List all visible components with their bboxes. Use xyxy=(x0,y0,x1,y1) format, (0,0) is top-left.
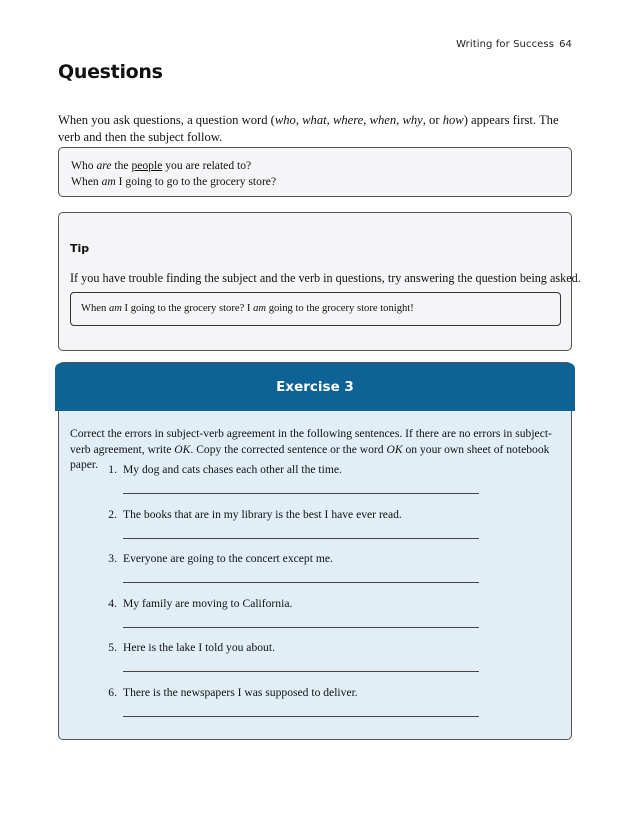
answer-line[interactable] xyxy=(123,582,479,583)
answer-line[interactable] xyxy=(123,493,479,494)
item-number: 3. xyxy=(108,552,117,566)
item-sentence: My dog and cats chases each other all the time. xyxy=(123,463,342,476)
exercise-item xyxy=(59,597,573,642)
exercise-item xyxy=(59,686,573,731)
item-sentence: The books that are in my library is the best I have ever read. xyxy=(123,507,402,521)
running-header xyxy=(456,39,572,50)
exercise-item xyxy=(59,552,573,597)
item-number: 5. xyxy=(108,641,117,655)
answer-line[interactable] xyxy=(123,627,479,628)
exercise-box xyxy=(58,362,572,740)
exercise-title: Exercise 3 xyxy=(55,363,575,411)
item-sentence: Everyone are going to the concert except me. xyxy=(123,552,333,566)
item-number: 6. xyxy=(108,685,117,699)
item-number: 4. xyxy=(108,596,117,610)
tip-example-box: When am I going to the grocery store? I am going to the grocery store tonight! xyxy=(70,292,561,326)
tip-title: Tip xyxy=(70,242,90,255)
page-number: 64 xyxy=(559,39,572,50)
exercise-instructions: Correct the errors in subject-verb agreement in the following sentences. If there are no errors in subject-verb agreement, write OK. Copy the corrected sentence or the word OK on your own sheet of notebook paper. xyxy=(70,427,552,471)
answer-line[interactable] xyxy=(123,671,479,672)
page-title: Questions xyxy=(58,61,163,83)
answer-line[interactable] xyxy=(123,538,479,539)
answer-line[interactable] xyxy=(123,716,479,717)
exercise-item xyxy=(59,463,573,508)
item-sentence: My family are moving to California. xyxy=(123,596,293,610)
exercise-item xyxy=(59,641,573,686)
item-sentence: There is the newspapers I was supposed to deliver. xyxy=(123,685,358,699)
item-number: 1. xyxy=(108,463,117,476)
example-box xyxy=(58,147,572,197)
example-line-2: When am I going to go to the grocery store? xyxy=(71,175,277,188)
example-line-1: Who are the people you are related to? xyxy=(71,159,252,172)
item-sentence: Here is the lake I told you about. xyxy=(123,641,275,655)
intro-paragraph: When you ask questions, a question word (who, what, where, when, why, or how) appears first. The verb and then the subject follow. xyxy=(58,113,559,144)
book-title: Writing for Success xyxy=(456,39,555,50)
exercise-item xyxy=(59,508,573,553)
item-number: 2. xyxy=(108,507,117,521)
tip-box xyxy=(58,212,581,351)
exercise-list xyxy=(59,463,573,731)
tip-text: If you have trouble finding the subject and the verb in questions, try answering the question being asked. xyxy=(70,271,581,285)
